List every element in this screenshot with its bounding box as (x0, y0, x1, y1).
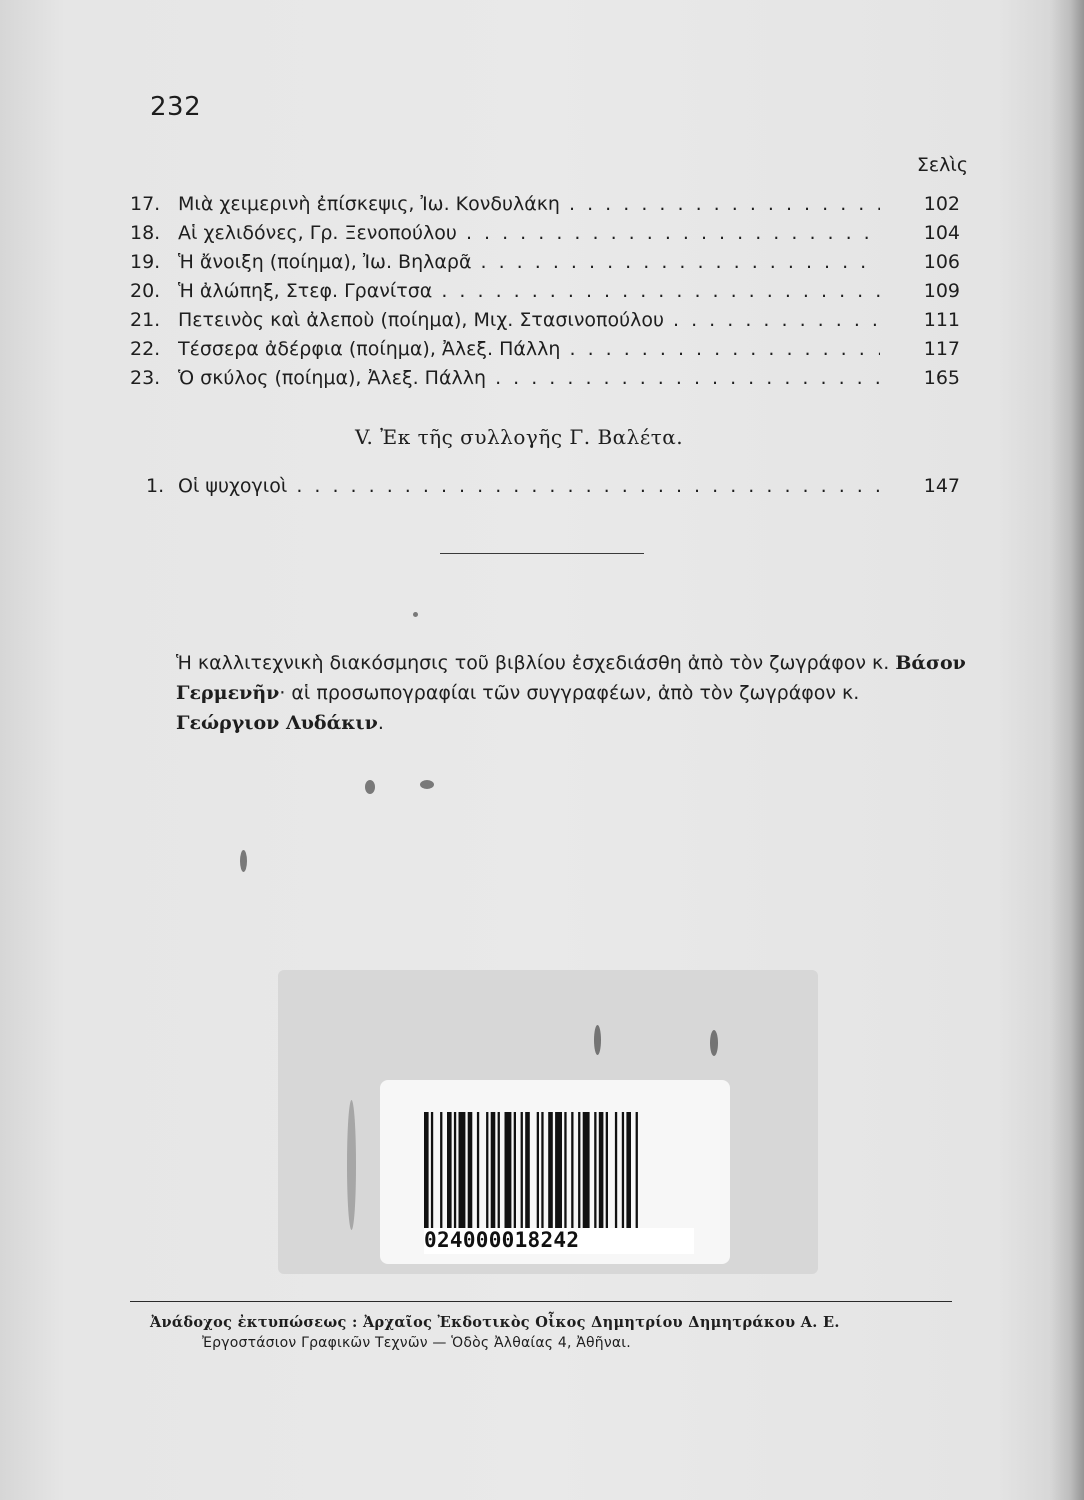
toc-entry (130, 248, 960, 277)
portraitist-name: Γεώργιον Λυδάκιν (176, 712, 378, 734)
toc-entry (130, 277, 960, 306)
toc-entry-title: Τέσσερα ἀδέρφια (ποίημα), Ἀλεξ. Πάλλη . . . (178, 335, 880, 364)
toc-entry-title: Οἱ ψυχογιοὶ . . . (178, 472, 880, 501)
imprint-rule (130, 1301, 952, 1302)
toc-entry (130, 472, 960, 501)
toc-entry-number: 22. (130, 338, 161, 360)
barcode-icon (424, 1112, 694, 1230)
toc-entry-title: Ἡ ἄνοιξη (ποίημα), Ἰω. Βηλαρᾶ . . . (178, 248, 880, 277)
toc-entry (130, 190, 960, 219)
toc-entry-title: Ἡ ἀλώπηξ, Στεφ. Γρανίτσα . . . (178, 277, 880, 306)
stain (365, 780, 375, 794)
printer-address: Ἐργοστάσιον Γραφικῶν Τεχνῶν — Ὁδὸς Ἀλθαίας 4, Ἀθῆναι. (202, 1335, 631, 1351)
toc-entry-number: 18. (130, 222, 161, 244)
toc-entry-page: 147 (923, 475, 960, 497)
stain (420, 780, 434, 789)
section-contents (130, 472, 960, 501)
toc-entry-title: Μιὰ χειμερινὴ ἐπίσκεψις, Ἰω. Κονδυλάκη . . . (178, 190, 880, 219)
toc-entry-number: 19. (130, 251, 161, 273)
page-column-header: Σελὶς (916, 154, 968, 176)
toc-entry-title: Αἱ χελιδόνες, Γρ. Ξενοπούλου . . . (178, 219, 880, 248)
toc-entry (130, 335, 960, 364)
toc-entry-number: 23. (130, 367, 161, 389)
barcode-number: 024000018242 (424, 1228, 694, 1254)
toc-entry-page: 106 (923, 251, 960, 273)
stain (240, 850, 247, 872)
toc-entry-number: 21. (130, 309, 161, 331)
toc-entry-page: 102 (923, 193, 960, 215)
toc-entry (130, 364, 960, 393)
illustrator-name: Βάσον Γερμενῆν (176, 652, 966, 704)
toc-entry (130, 219, 960, 248)
toc-entry-title: Ὁ σκύλος (ποίημα), Ἀλεξ. Πάλλη . . . (178, 364, 880, 393)
credit-text: Ἡ καλλιτεχνικὴ διακόσμησις τοῦ βιβλίου ἐσχεδιάσθη ἀπὸ τὸν ζωγράφον κ. (176, 652, 890, 674)
toc-entry-number: 20. (130, 280, 161, 302)
credit-text: . (377, 712, 384, 734)
toc-entry-number: 1. (146, 475, 165, 497)
table-of-contents (130, 190, 960, 393)
printer-imprint: Ἀνάδοχος ἐκτυπώσεως : Ἀρχαῖος Ἐκδοτικὸς Οἶκος Δημητρίου Δημητράκου Α. Ε. (150, 1314, 840, 1331)
illustration-credit (176, 648, 966, 738)
stain (347, 1100, 356, 1230)
page-number: 232 (150, 92, 202, 122)
toc-entry-page: 117 (923, 338, 960, 360)
section-heading: V. Ἐκ τῆς συλλογῆς Γ. Βαλέτα. (355, 425, 684, 449)
stain (710, 1030, 718, 1056)
stain (594, 1025, 601, 1055)
toc-entry (130, 306, 960, 335)
stain (413, 612, 418, 617)
toc-entry-number: 17. (130, 193, 161, 215)
toc-entry-title: Πετεινὸς καὶ ἀλεποὺ (ποίημα), Μιχ. Στασινοπούλου . . . (178, 306, 880, 335)
toc-entry-page: 109 (923, 280, 960, 302)
toc-entry-page: 165 (923, 367, 960, 389)
toc-entry-page: 104 (923, 222, 960, 244)
toc-entry-page: 111 (923, 309, 960, 331)
credit-text: · αἱ προσωπογραφίαι τῶν συγγραφέων, ἀπὸ τὸν ζωγράφον κ. (279, 682, 860, 704)
page-edge-shadow (1050, 0, 1084, 1500)
separator-rule (440, 553, 644, 554)
